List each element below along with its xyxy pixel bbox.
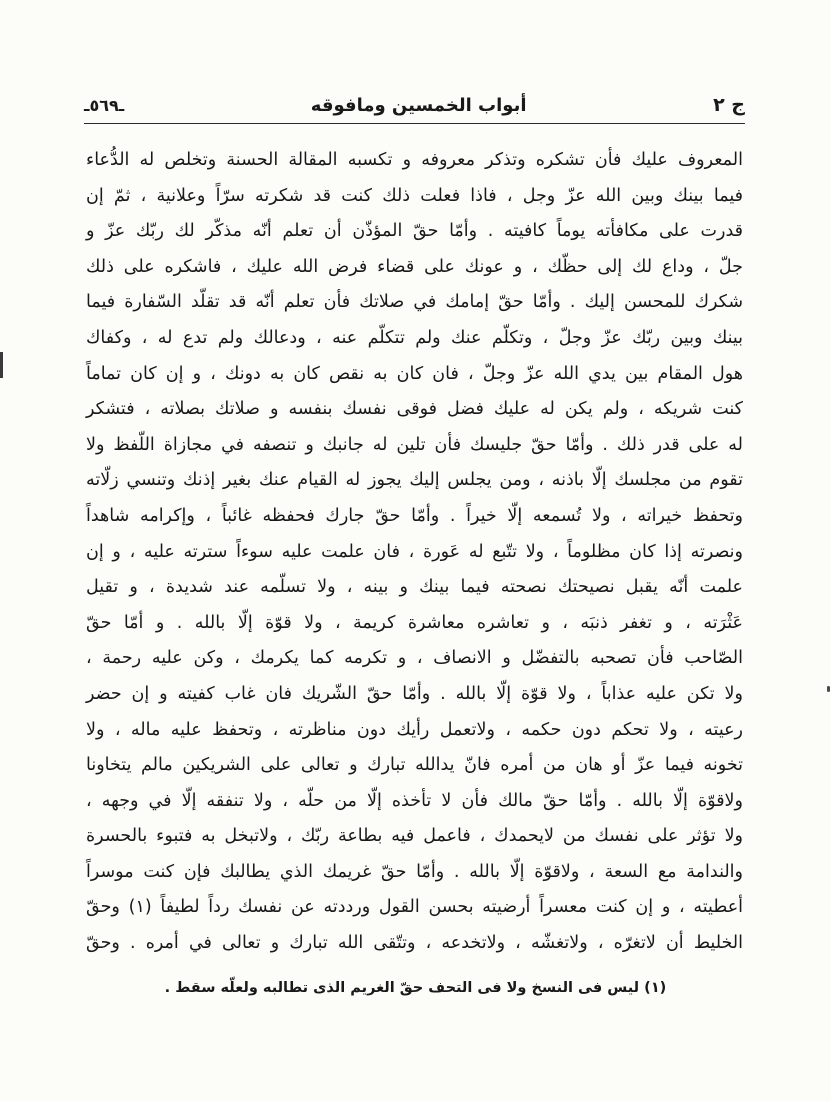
text-line: جلّ ، وداع لك إلى حظّك ، و عونك على قضاء فرض الله عليك ، فاشكره على ذلك: [86, 256, 743, 277]
text-line: وتحفظ خيراته ، ولا تُسمعه إلّا خيراً . وأمّا حقّ جارك فحفظه غائباً ، وإكرامه شاهداً: [86, 505, 743, 526]
volume-label: ج ٢: [713, 94, 745, 116]
header-rule: [84, 123, 745, 124]
text-line: عَثْرَته ، و تغفر ذنبَه ، و تعاشره معاشرة كريمة ، ولا قوّة إلّا بالله . و أمّا حقّ: [86, 612, 743, 633]
text-line: ولاقوّة إلّا بالله . وأمّا حقّ مالك فأن لا تأخذه إلّا من حلّه ، ولا تنفقه إلّا في وجهه ،: [86, 790, 743, 811]
scan-artifact-right: [827, 686, 830, 692]
page-header: [84, 94, 745, 116]
text-line: علمت أنّه يقبل نصيحتك نصحته فيما بينك و بينه ، ولا تسلّمه عند شديدة ، و تقيل: [86, 577, 743, 598]
text-line: والندامة مع السعة ، ولاقوّة إلّا بالله . وأمّا حقّ غريمك الذي يطالبك فإن كنت موسراً: [86, 861, 743, 882]
footnote: (١) ليس فى النسخ ولا فى التحف حقّ الغريم الذى تطالبه ولعلّه سقط .: [164, 980, 667, 996]
text-line: ولا تؤثر على نفسك من لايحمدك ، فاعمل فيه بطاعة ربّك ، ولاتبخل به فتبوء بالحسرة: [86, 826, 743, 847]
text-line: ونصرته إذا كان مظلوماً ، ولا تتّبع له عَورة ، فان علمت عليه سوءاً سترته عليه ، و إن: [86, 541, 743, 562]
text-line: كنت شريكه ، ولم يكن له عليك فضل فوقى نفسك بنفسه و صلاتك بصلاته ، فتشكر: [86, 399, 743, 420]
text-line: له على قدر ذلك . وأمّا حقّ جليسك فأن تلين له جانبك و تنصفه في مجازاة اللّفظ ولا: [86, 434, 743, 455]
scan-artifact-left: [0, 352, 3, 378]
text-line: رعيته ، ولا تحكم دون حكمه ، ولاتعمل رأيك دون مناظرته ، وتحفظ عليه ماله ، ولا: [86, 719, 743, 740]
text-line: ولا تكن عليه عذاباً ، ولا قوّة إلّا بالله . وأمّا حقّ الشّريك فان غاب كفيته و إن حضر: [86, 683, 743, 704]
text-line: أعطيته ، و إن كنت معسراً أرضيته بحسن القول ورددته عن نفسك رداً لطيفاً (١) وحقّ: [86, 897, 743, 918]
text-line: فيما بينك وبين الله عزّ وجل ، فاذا فعلت ذلك كنت قد شكرته سرّاً وعلانية ، ثمّ إن: [86, 185, 743, 206]
body-text: [86, 143, 743, 962]
text-line: هول المقام بين يدي الله عزّ وجلّ ، فان كان به نقص كان به دونك ، و إن كان تماماً: [86, 363, 743, 384]
text-line: قدرت على مكافأته يوماً كافيته . وأمّا حقّ المؤذّن أن تعلم أنّه مذكّر لك ربّك عزّ و: [86, 221, 743, 242]
text-line: شكرك للمحسن إليك . وأمّا حقّ إمامك في صلاتك فأن تعلم أنّه قد تقلّد السّفارة فيما: [86, 292, 743, 313]
text-line: الصّاحب فأن تصحبه بالتفضّل و الانصاف ، و تكرمه كما يكرمك ، وكن عليه رحمة ،: [86, 648, 743, 669]
text-line: تخونه فيما عزّ أو هان من أمره فانّ يدالله تبارك و تعالى على الشريكين مالم يتخاونا: [86, 755, 743, 776]
chapter-title: أبواب الخمسين ومافوقه: [310, 95, 527, 116]
text-line: الخليط أن لاتغرّه ، ولاتغشّه ، ولاتخدعه ، وتتّقى الله تبارك و تعالى في أمره . وحقّ: [86, 933, 743, 954]
page-number: ـ٥٦٩ـ: [84, 96, 125, 115]
text-line: تقوم من مجلسك إلّا باذنه ، ومن يجلس إليك يجوز له القيام عنك بغير إذنك وتنسي زلّاته: [86, 470, 743, 491]
text-line: المعروف عليك فأن تشكره وتذكر معروفه و تكسبه المقالة الحسنة وتخلص له الدُّعاء: [86, 150, 743, 170]
text-line: بينك وبين ربّك عزّ وجلّ ، وتكلّم عنك ولم تتكلّم عنه ، ودعالك ولم تدع له ، وكفاك: [86, 327, 743, 348]
